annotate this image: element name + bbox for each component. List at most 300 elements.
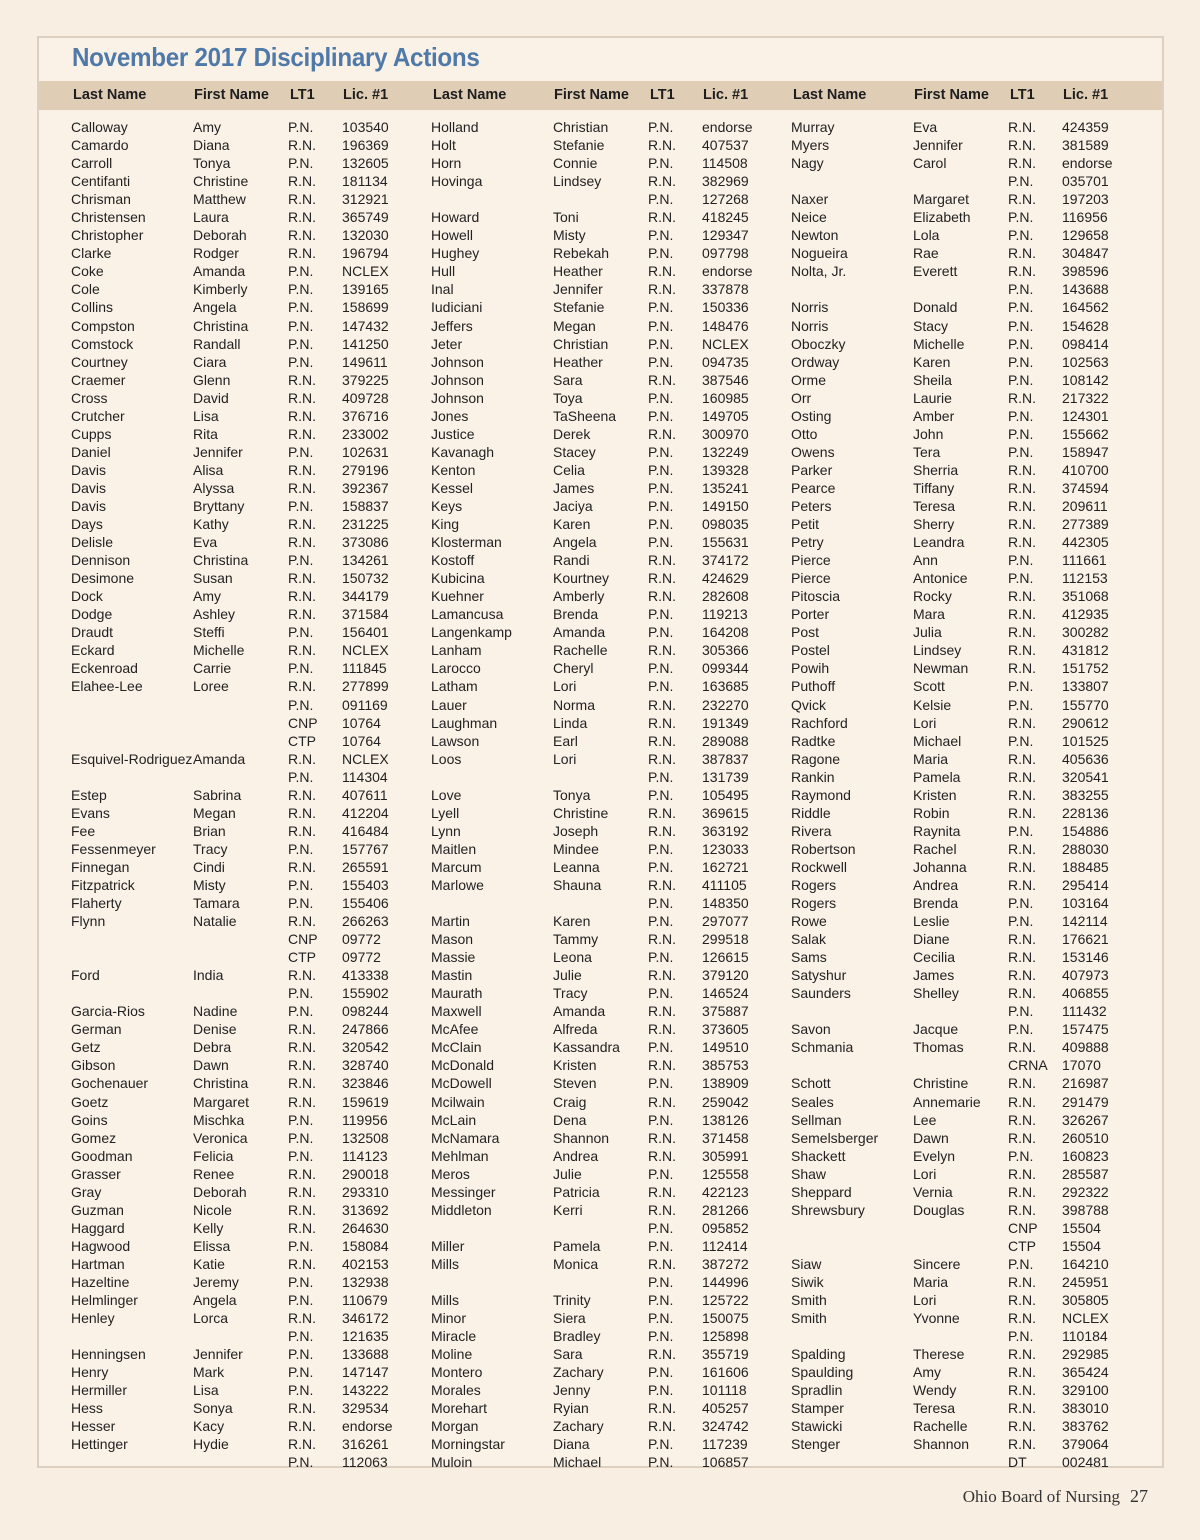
first-name: Robin (913, 804, 950, 821)
last-name: Smith (791, 1310, 827, 1327)
last-name: Mills (431, 1255, 459, 1272)
first-name: Wendy (913, 1382, 957, 1399)
license-type: P.N. (1008, 570, 1034, 587)
license-type: R.N. (648, 804, 676, 821)
first-name: Mara (913, 606, 945, 623)
first-name: Brenda (553, 606, 599, 623)
license-number: 329534 (342, 1400, 389, 1417)
table-row (757, 172, 1117, 190)
last-name: Siaw (791, 1255, 822, 1272)
license-type: R.N. (648, 642, 676, 659)
first-name: Dawn (913, 1129, 949, 1146)
first-name: Ciara (193, 353, 227, 370)
license-number: 149611 (342, 353, 388, 370)
license-number: 292985 (1062, 1346, 1109, 1363)
first-name: Sara (553, 371, 583, 388)
license-type: CTP (288, 732, 316, 749)
table-row (757, 876, 1117, 894)
table-row (397, 317, 757, 335)
last-name: Schott (791, 1075, 831, 1092)
license-number: 266263 (342, 913, 389, 930)
license-number: 098035 (702, 516, 749, 533)
license-type: R.N. (1008, 1093, 1036, 1110)
license-type: R.N. (1008, 1310, 1036, 1327)
license-number: 097798 (702, 245, 749, 262)
license-type: R.N. (1008, 1400, 1036, 1417)
license-type: P.N. (288, 1364, 314, 1381)
page-footer (963, 1486, 1148, 1507)
first-name: Diana (193, 137, 230, 154)
table-row (757, 822, 1117, 840)
license-number: endorse (1062, 155, 1113, 172)
license-type: P.N. (648, 479, 674, 496)
last-name: Seales (791, 1093, 834, 1110)
license-number: 144996 (702, 1274, 749, 1290)
last-name: Hazeltine (71, 1274, 130, 1290)
last-name: Norris (791, 317, 829, 334)
license-type: P.N. (288, 1147, 314, 1164)
license-type: R.N. (288, 461, 316, 478)
first-name: Thomas (913, 1039, 964, 1056)
license-number: 313692 (342, 1201, 389, 1218)
table-row (757, 1345, 1117, 1363)
license-type: R.N. (648, 137, 676, 154)
last-name: Marcum (431, 858, 482, 875)
first-name: Carrie (193, 660, 232, 677)
table-row (397, 768, 757, 786)
last-name: Crutcher (71, 407, 125, 424)
first-name: Sincere (913, 1255, 961, 1272)
table-row (757, 786, 1117, 804)
header-last-name: Last Name (793, 87, 867, 103)
license-type: P.N. (648, 840, 674, 857)
table-row (757, 280, 1117, 298)
license-number: 155406 (342, 895, 389, 912)
license-type: P.N. (648, 119, 674, 135)
license-type: R.N. (648, 750, 676, 767)
license-type: P.N. (288, 840, 314, 857)
license-number: 371584 (342, 606, 389, 623)
table-row (397, 1201, 757, 1219)
table-row (757, 912, 1117, 930)
license-type: P.N. (648, 335, 674, 352)
table-row (37, 461, 397, 479)
license-type: R.N. (648, 1183, 676, 1200)
table-row (397, 1183, 757, 1201)
last-name: Hull (431, 263, 456, 280)
table-row (37, 822, 397, 840)
license-number: 103164 (1062, 895, 1109, 912)
last-name: Siwik (791, 1274, 824, 1290)
license-type: CNP (288, 931, 318, 948)
first-name: Rachelle (553, 642, 608, 659)
license-number: 233002 (342, 425, 389, 442)
table-row (37, 172, 397, 190)
license-type: R.N. (1008, 461, 1036, 478)
first-name: Deborah (193, 1183, 247, 1200)
license-type: P.N. (648, 949, 674, 966)
license-type: R.N. (288, 822, 316, 839)
license-number: 379064 (1062, 1436, 1109, 1453)
license-type: R.N. (1008, 534, 1036, 551)
license-number: 158837 (342, 497, 389, 514)
table-row (397, 551, 757, 569)
license-type: P.N. (648, 1454, 674, 1471)
last-name: Lamancusa (431, 606, 504, 623)
license-type: R.N. (1008, 137, 1036, 154)
table-row (37, 226, 397, 244)
license-number: NCLEX (342, 642, 389, 659)
table-row (397, 930, 757, 948)
first-name: Angela (193, 299, 237, 316)
license-type: R.N. (648, 263, 676, 280)
first-name: Connie (553, 155, 598, 172)
table-row (397, 515, 757, 533)
license-type: CNP (288, 714, 318, 731)
table-row (37, 1309, 397, 1327)
license-type: R.N. (1008, 967, 1036, 984)
license-type: P.N. (648, 786, 674, 803)
license-number: 149705 (702, 407, 749, 424)
table-row (37, 623, 397, 641)
table-row (757, 443, 1117, 461)
last-name: Post (791, 624, 820, 641)
last-name: Justice (431, 425, 475, 442)
first-name: Kacy (193, 1418, 225, 1435)
license-number: 387272 (702, 1255, 749, 1272)
license-type: P.N. (1008, 443, 1034, 460)
license-number: 158947 (1062, 443, 1109, 460)
header-first-name: First Name (914, 87, 989, 103)
table-row (757, 1453, 1117, 1471)
table-row (757, 1129, 1117, 1147)
first-name: Shelley (913, 985, 959, 1002)
license-type: R.N. (1008, 1364, 1036, 1381)
license-type: P.N. (648, 443, 674, 460)
table-row (397, 659, 757, 677)
license-number: 147147 (342, 1364, 389, 1381)
license-type: R.N. (288, 967, 316, 984)
table-row (37, 1255, 397, 1273)
last-name: Christensen (71, 209, 146, 226)
table-row (397, 696, 757, 714)
license-type: P.N. (1008, 371, 1034, 388)
license-number: 277389 (1062, 516, 1109, 533)
table-row (37, 1381, 397, 1399)
license-number: 098414 (1062, 335, 1109, 352)
license-number: 407537 (702, 137, 749, 154)
table-row (757, 1111, 1117, 1129)
license-type: R.N. (648, 1201, 676, 1218)
last-name: Salak (791, 931, 827, 948)
table-row (397, 1309, 757, 1327)
table-row (37, 1291, 397, 1309)
table-row (397, 1273, 757, 1291)
license-type: R.N. (288, 1219, 316, 1236)
first-name: Tera (913, 443, 941, 460)
license-number: 105495 (702, 786, 749, 803)
last-name: Nolta, Jr. (791, 263, 847, 280)
first-name: Tiffany (913, 479, 955, 496)
license-number: 305805 (1062, 1292, 1109, 1309)
last-name: Loos (431, 750, 462, 767)
license-number: 155902 (342, 985, 389, 1002)
first-name: Johanna (913, 858, 967, 875)
license-type: R.N. (288, 1021, 316, 1038)
license-number: 111432 (1062, 1003, 1107, 1020)
header-lic: Lic. #1 (343, 87, 389, 103)
license-number: 129347 (702, 227, 749, 244)
last-name: Daniel (71, 443, 111, 460)
first-name: Megan (553, 317, 596, 334)
license-number: 365424 (1062, 1364, 1109, 1381)
license-number: 292322 (1062, 1183, 1109, 1200)
license-type: R.N. (1008, 876, 1036, 893)
first-name: Celia (553, 461, 585, 478)
license-number: 305366 (702, 642, 749, 659)
license-number: 247866 (342, 1021, 389, 1038)
first-name: Mark (193, 1364, 225, 1381)
first-name: TaSheena (553, 407, 617, 424)
license-number: 412204 (342, 804, 389, 821)
license-number: 383255 (1062, 786, 1109, 803)
first-name: Loree (193, 678, 229, 695)
first-name: Siera (553, 1310, 586, 1327)
license-number: 143222 (342, 1382, 389, 1399)
last-name: Hughey (431, 245, 480, 262)
license-type: R.N. (288, 516, 316, 533)
last-name: Morgan (431, 1418, 479, 1435)
license-type: R.N. (1008, 263, 1036, 280)
first-name: Earl (553, 732, 578, 749)
license-type: P.N. (1008, 209, 1034, 226)
license-number: 277899 (342, 678, 389, 695)
license-type: CTP (288, 949, 316, 966)
license-type: R.N. (1008, 606, 1036, 623)
license-number: 125558 (702, 1165, 749, 1182)
license-number: 264630 (342, 1219, 389, 1236)
table-row (397, 677, 757, 695)
license-number: 150336 (702, 299, 749, 316)
last-name: King (431, 516, 460, 533)
license-type: R.N. (648, 1346, 676, 1363)
table-row (37, 569, 397, 587)
license-type: P.N. (288, 1454, 314, 1471)
license-number: 431812 (1062, 642, 1109, 659)
license-number: 138126 (702, 1111, 749, 1128)
license-number: 324742 (702, 1418, 749, 1435)
last-name: Compston (71, 317, 135, 334)
license-type: R.N. (1008, 624, 1036, 641)
header-lic: Lic. #1 (1063, 87, 1109, 103)
table-row (757, 154, 1117, 172)
table-row (757, 894, 1117, 912)
first-name: Randall (193, 335, 241, 352)
first-name: James (913, 967, 955, 984)
table-row (37, 551, 397, 569)
license-type: P.N. (288, 263, 314, 280)
first-name: Michelle (193, 642, 245, 659)
last-name: Guzman (71, 1201, 124, 1218)
license-type: R.N. (288, 1400, 316, 1417)
first-name: Jeremy (193, 1274, 239, 1290)
license-number: 158699 (342, 299, 389, 316)
license-number: 09772 (342, 931, 381, 948)
license-type: P.N. (288, 1129, 314, 1146)
column-3-list (757, 118, 1117, 1472)
license-number: 159619 (342, 1093, 389, 1110)
last-name: Lynn (431, 822, 461, 839)
last-name: Holt (431, 137, 456, 154)
first-name: Elissa (193, 1237, 231, 1254)
last-name: Hovinga (431, 173, 483, 190)
table-row (757, 1381, 1117, 1399)
last-name: Kavanagh (431, 443, 495, 460)
table-row (37, 1093, 397, 1111)
table-row (37, 804, 397, 822)
last-name: Mastin (431, 967, 473, 984)
first-name: Brian (193, 822, 226, 839)
license-number: 316261 (342, 1436, 389, 1453)
table-row (757, 1183, 1117, 1201)
last-name: Marlowe (431, 876, 484, 893)
license-number: 291479 (1062, 1093, 1109, 1110)
license-type: P.N. (288, 1292, 314, 1309)
license-number: 305991 (702, 1147, 749, 1164)
last-name: Hettinger (71, 1436, 128, 1453)
table-row (37, 1074, 397, 1092)
last-name: Fessenmeyer (71, 840, 156, 857)
license-number: 09772 (342, 949, 381, 966)
table-row (397, 1363, 757, 1381)
last-name: Ordway (791, 353, 840, 370)
license-number: 154628 (1062, 317, 1109, 334)
license-number: 411105 (702, 876, 747, 893)
license-number: 442305 (1062, 534, 1109, 551)
license-type: R.N. (1008, 1039, 1036, 1056)
first-name: Cecilia (913, 949, 956, 966)
last-name: McLain (431, 1111, 477, 1128)
license-number: 10764 (342, 714, 381, 731)
table-row (37, 1237, 397, 1255)
first-name: Zachary (553, 1364, 604, 1381)
license-type: R.N. (1008, 1201, 1036, 1218)
license-type: R.N. (1008, 949, 1036, 966)
last-name: Christopher (71, 227, 144, 244)
license-number: 157767 (342, 840, 389, 857)
license-type: R.N. (288, 534, 316, 551)
license-number: 295414 (1062, 876, 1109, 893)
first-name: Steven (553, 1075, 597, 1092)
last-name: Rockwell (791, 858, 848, 875)
first-name: Christina (193, 1075, 249, 1092)
license-type: P.N. (288, 1111, 314, 1128)
first-name: Amanda (553, 624, 606, 641)
license-type: R.N. (1008, 191, 1036, 208)
last-name: Murray (791, 119, 835, 135)
license-number: 164210 (1062, 1255, 1109, 1272)
last-name: Messinger (431, 1183, 496, 1200)
first-name: Amanda (553, 1003, 606, 1020)
license-type: CRNA (1008, 1057, 1048, 1074)
first-name: Evelyn (913, 1147, 956, 1164)
first-name: Tonya (553, 786, 591, 803)
first-name: Christina (193, 317, 249, 334)
license-type: P.N. (1008, 895, 1034, 912)
first-name: Lindsey (913, 642, 962, 659)
table-row (37, 732, 397, 750)
last-name: Clarke (71, 245, 112, 262)
license-number: 231225 (342, 516, 389, 533)
table-row (37, 407, 397, 425)
last-name: Camardo (71, 137, 129, 154)
last-name: Pitoscia (791, 588, 841, 605)
column-2-list (397, 118, 757, 1472)
last-name: Gibson (71, 1057, 116, 1074)
last-name: Rowe (791, 913, 827, 930)
table-row (37, 659, 397, 677)
table-row (397, 840, 757, 858)
license-type: P.N. (288, 1382, 314, 1399)
last-name: Radtke (791, 732, 836, 749)
first-name: Rocky (913, 588, 952, 605)
license-type: R.N. (648, 967, 676, 984)
table-row (397, 1219, 757, 1237)
license-number: 260510 (1062, 1129, 1109, 1146)
first-name: Vernia (913, 1183, 953, 1200)
license-type: P.N. (1008, 552, 1034, 569)
license-number: 328740 (342, 1057, 389, 1074)
first-name: Kourtney (553, 570, 610, 587)
last-name: Hermiller (71, 1382, 127, 1399)
license-type: P.N. (288, 1003, 314, 1020)
license-number: 119213 (702, 606, 748, 623)
license-number: 126615 (702, 949, 749, 966)
license-type: R.N. (1008, 1382, 1036, 1399)
table-row (37, 118, 397, 136)
license-number: 387837 (702, 750, 749, 767)
license-number: 155662 (1062, 425, 1109, 442)
last-name: Howard (431, 209, 480, 226)
last-name: Craemer (71, 371, 126, 388)
last-name: Osting (791, 407, 832, 424)
table-row (757, 298, 1117, 316)
table-row (757, 1273, 1117, 1291)
license-number: 155403 (342, 876, 389, 893)
last-name: Inal (431, 281, 454, 298)
table-row (397, 1237, 757, 1255)
first-name: Shauna (553, 876, 602, 893)
table-row (757, 1417, 1117, 1435)
table-row (397, 208, 757, 226)
table-row (757, 226, 1117, 244)
license-number: NCLEX (1062, 1310, 1109, 1327)
last-name: Orr (791, 389, 812, 406)
license-type: P.N. (648, 1436, 674, 1453)
license-type: P.N. (648, 858, 674, 875)
license-number: 297077 (702, 913, 749, 930)
last-name: Jeter (431, 335, 463, 352)
license-type: R.N. (288, 137, 316, 154)
first-name: Monica (553, 1255, 599, 1272)
last-name: Holland (431, 119, 479, 135)
header-lt1: LT1 (650, 87, 675, 103)
license-type: R.N. (288, 227, 316, 244)
last-name: Goins (71, 1111, 108, 1128)
license-type: R.N. (1008, 1418, 1036, 1435)
license-type: R.N. (648, 1400, 676, 1417)
license-type: R.N. (288, 1183, 316, 1200)
